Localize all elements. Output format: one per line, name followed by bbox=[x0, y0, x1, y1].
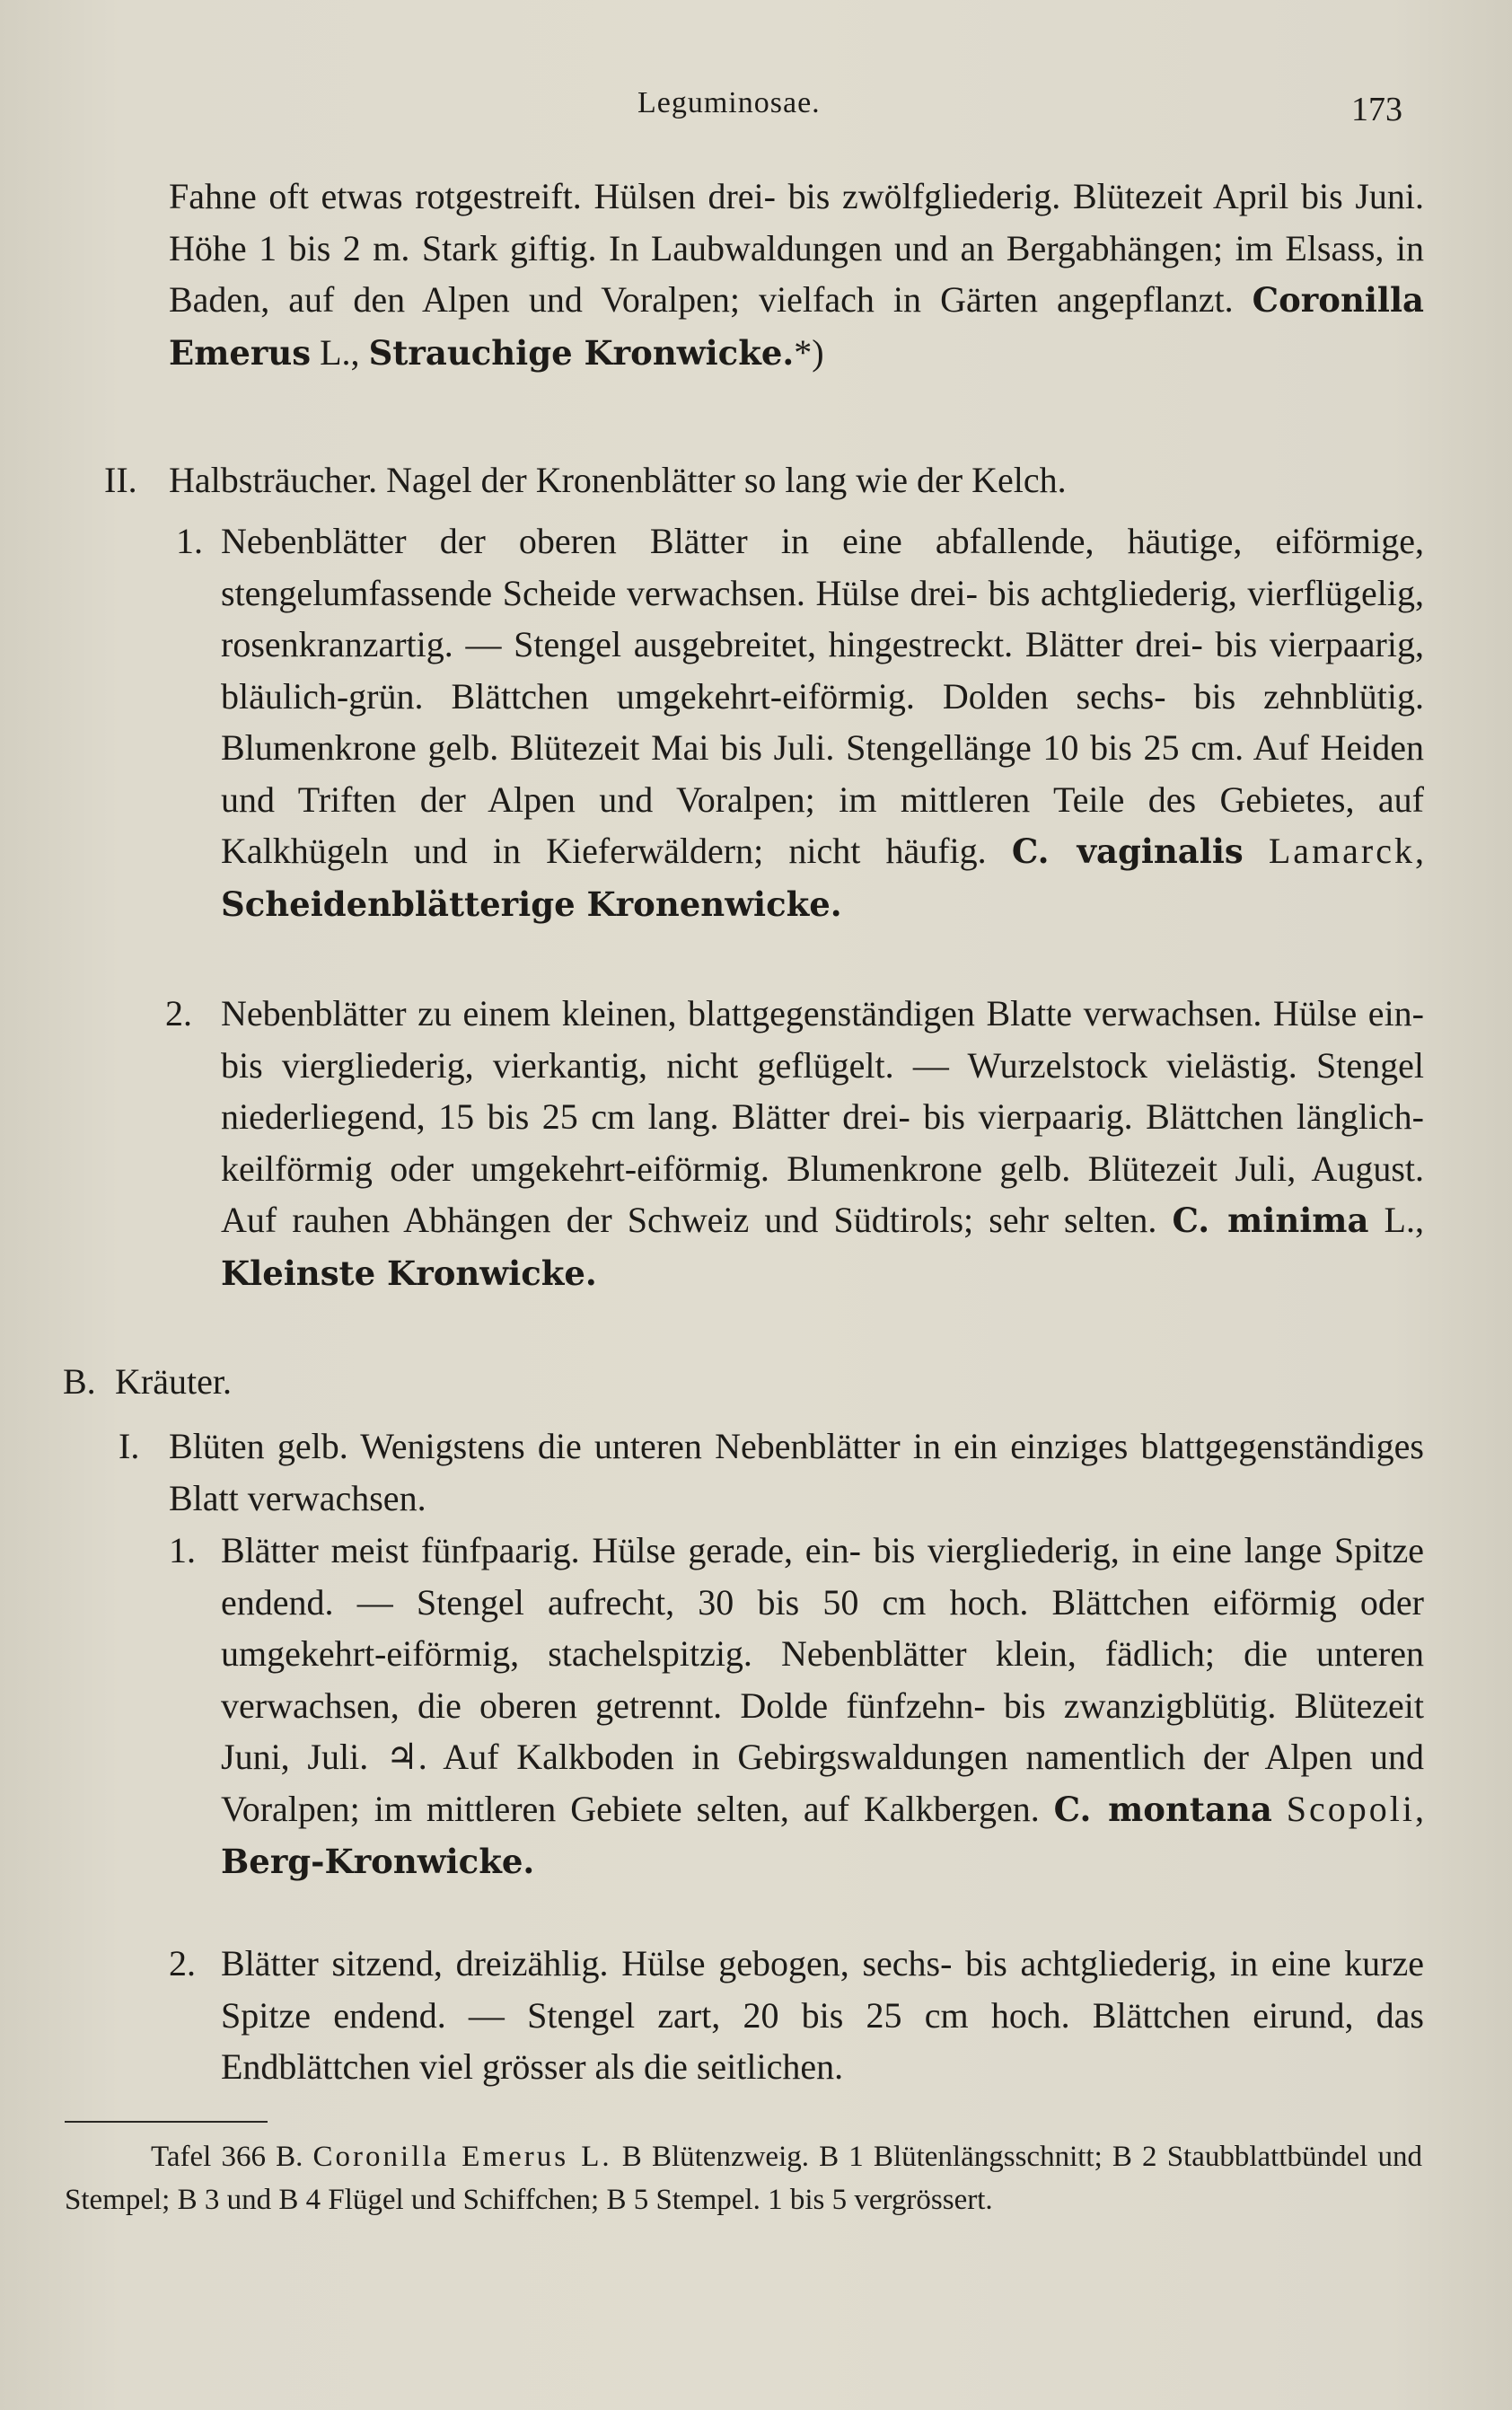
section-text: Halbsträucher. Nagel der Kronenblätter so lang wie der Kelch. bbox=[169, 460, 1067, 500]
entry-label: 2. bbox=[165, 993, 192, 1033]
page-number: 173 bbox=[1351, 91, 1402, 128]
species-author: Scopoli bbox=[1286, 1788, 1416, 1829]
entry-label: 1. bbox=[169, 1530, 196, 1570]
section-halbstraeucher bbox=[104, 454, 1424, 506]
species-author: L., bbox=[1368, 1200, 1424, 1240]
entry-text: Blätter meist fünfpaarig. Hülse gerade, ein- bis viergliederig, in eine lange Spitze endend. — Stengel aufrecht, 30 bis 50 cm hoch. Blättchen eiförmig oder umgekehrt-eiförmig, stachelspitzig. Nebenblätter klein, fädlich; die unteren verwachsen, die oberen getrennt. Dolde fünfzehn- bis zwanzigblütig. Blütezeit Juni, Juli. ♃. Auf Kalkboden in Gebirgswaldungen namentlich der Alpen und Voralpen; im mittleren Gebiete selten, auf Kalkbergen. bbox=[221, 1530, 1424, 1829]
section-kraeuter bbox=[63, 1356, 1424, 1408]
separator: , bbox=[1415, 1788, 1425, 1829]
footnote bbox=[65, 2135, 1422, 2221]
entry-c-montana bbox=[169, 1525, 1425, 1888]
common-name: Kleinste Kronwicke. bbox=[221, 1253, 597, 1293]
page-header bbox=[0, 86, 1512, 131]
footnote-lead: Tafel 366 B. bbox=[151, 2141, 313, 2173]
entry-label: 1. bbox=[176, 521, 203, 561]
entry-c-minima bbox=[165, 988, 1424, 1299]
species-author: Lamarck bbox=[1268, 831, 1416, 871]
footnote-marker: *) bbox=[794, 331, 824, 373]
section-blueten-gelb bbox=[119, 1420, 1424, 1524]
entry-text: Nebenblätter der oberen Blätter in eine abfallende, häutige, eiförmige, stengelumfassende Scheide verwachsen. Hülse drei- bis achtgliederig, vierflügelig, rosenkranzartig. — Stengel ausgebreitet, hingestreckt. Blätter drei- bis vierpaarig, bläulich-grün. Blättchen umgekehrt-eiförmig. Dolden sechs- bis zehnblütig. Blumenkrone gelb. Blütezeit Mai bis Juli. Stengellänge 10 bis 25 cm. Auf Heiden und Triften der Alpen und Voralpen; im mittleren Teile des Gebietes, auf Kalkhügeln und in Kieferwäldern; nicht häufig. bbox=[221, 521, 1424, 871]
section-text: Blüten gelb. Wenigstens die unteren Nebenblätter in ein einziges blattgegenständiges Blatt verwachsen. bbox=[169, 1426, 1424, 1518]
species-name: C. vaginalis bbox=[1011, 831, 1244, 871]
section-label: I. bbox=[119, 1426, 140, 1466]
species-name: C. minima bbox=[1172, 1201, 1369, 1240]
entry-trifoliate bbox=[169, 1938, 1424, 2093]
species-author: L., bbox=[311, 331, 369, 373]
species-name: C. montana bbox=[1053, 1789, 1272, 1829]
species-name: Coronilla Emerus bbox=[169, 280, 1424, 373]
entry-c-vaginalis bbox=[176, 515, 1425, 930]
footnote-text: B Blütenzweig. B 1 Blütenlängsschnitt; B 2 Staubblattbündel und Stempel; B 3 und B 4 Flügel und Schiffchen; B 5 Stempel. 1 bis 5 vergrössert. bbox=[65, 2141, 1422, 2216]
running-title: Leguminosae. bbox=[637, 86, 821, 119]
common-name: Berg-Kronwicke. bbox=[221, 1842, 535, 1881]
common-name: Scheidenblätterige Kronenwicke. bbox=[221, 884, 842, 924]
section-label: B. bbox=[63, 1361, 96, 1402]
common-name: Strauchige Kronwicke. bbox=[368, 332, 795, 373]
footnote-rule bbox=[65, 2121, 268, 2123]
footnote-species: Coronilla Emerus L. bbox=[312, 2141, 612, 2173]
entry-text: Nebenblätter zu einem kleinen, blattgegenständigen Blatte verwachsen. Hülse ein- bis viergliederig, vierkantig, nicht geflügelt. — Wurzelstock vielästig. Stengel niederliegend, 15 bis 25 cm lang. Blätter drei- bis vierpaarig. Blättchen länglich-keilförmig oder umgekehrt-eiförmig. Blumenkrone gelb. Blütezeit Juli, August. Auf rauhen Abhängen der Schweiz und Südtirols; sehr selten. bbox=[221, 993, 1424, 1240]
entry-text: Blätter sitzend, dreizählig. Hülse gebogen, sechs- bis achtgliederig, in eine kurze Spitze endend. — Stengel zart, 20 bis 25 cm hoch. Blättchen eirund, das Endblättchen viel grösser als die seitlichen. bbox=[221, 1943, 1424, 2087]
description-text: Fahne oft etwas rotgestreift. Hülsen drei- bis zwölfgliederig. Blütezeit April bis Juni. Höhe 1 bis 2 m. Stark giftig. In Laubwaldungen und an Bergabhängen; im Elsass, in Baden, auf den Alpen und Voralpen; vielfach in Gärten angepflanzt. bbox=[169, 176, 1424, 320]
separator: , bbox=[1415, 831, 1425, 871]
section-label: II. bbox=[104, 460, 137, 500]
entry-label: 2. bbox=[169, 1943, 196, 1983]
paragraph-coronilla-emerus bbox=[169, 171, 1424, 379]
section-text: Kräuter. bbox=[115, 1361, 232, 1402]
